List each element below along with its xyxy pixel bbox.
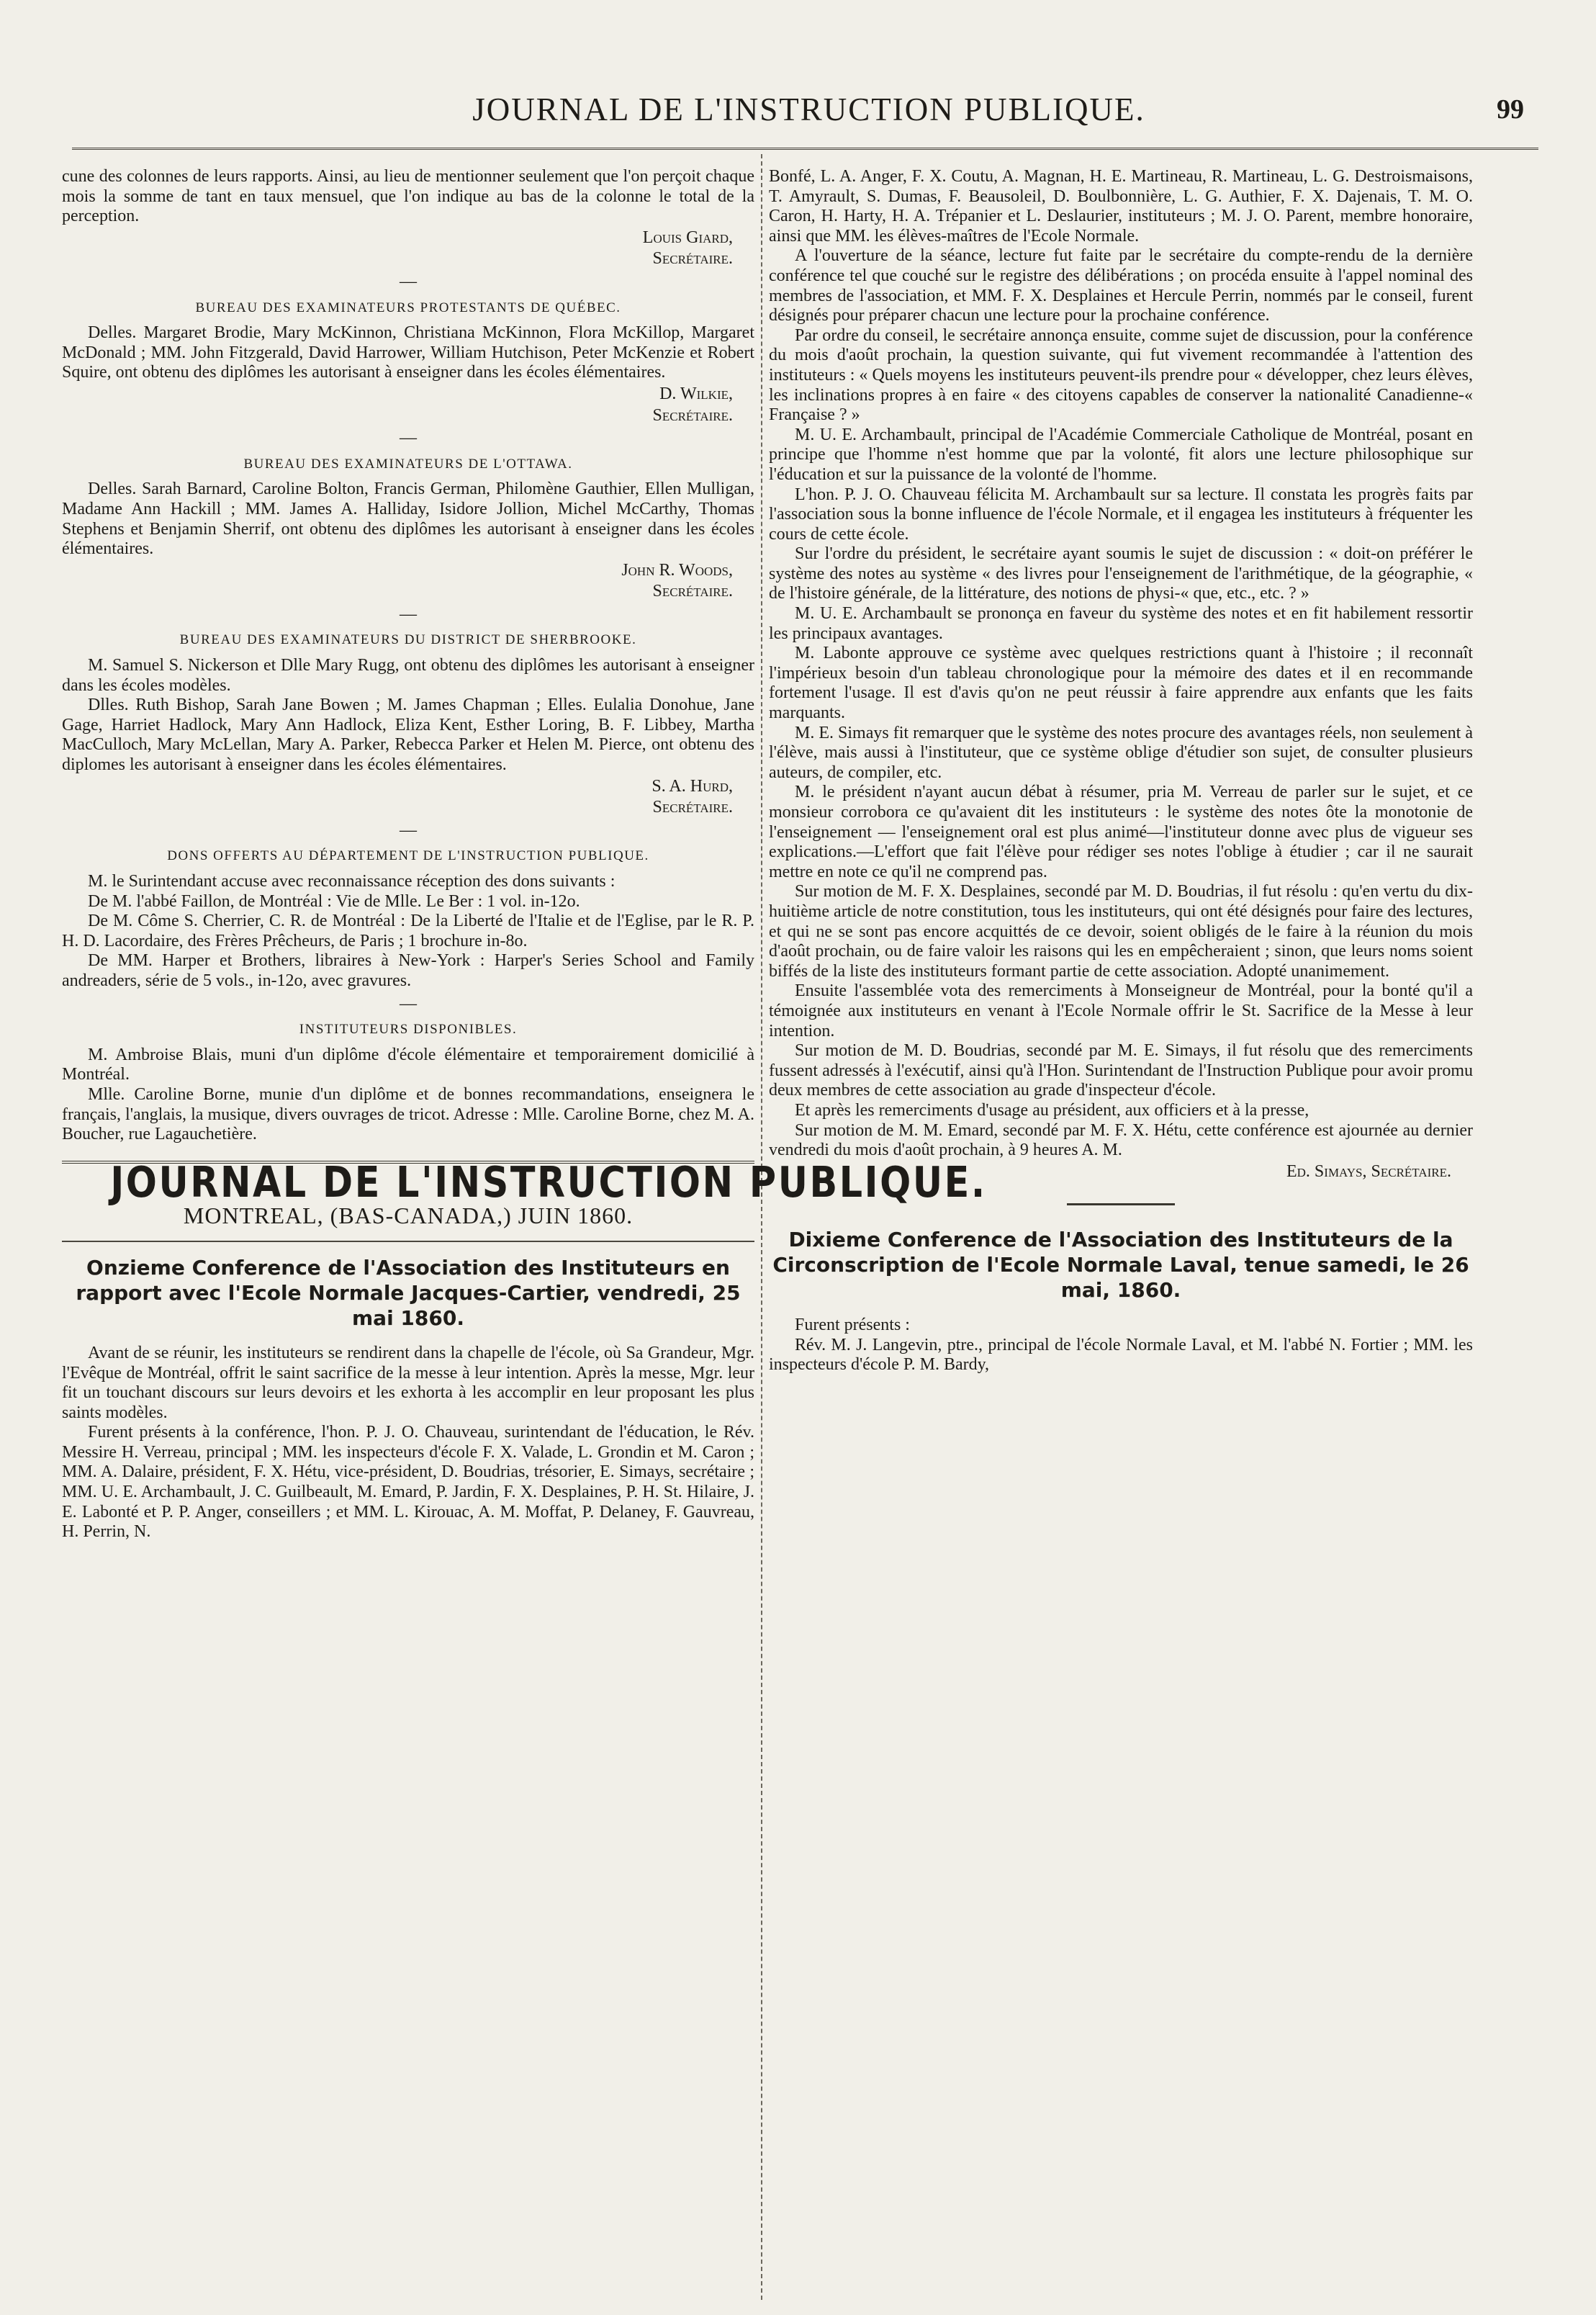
article-paragraph: Rév. M. J. Langevin, ptre., principal de l'école Normale Laval, et M. l'abbé N. Fortier ; MM. les inspecteurs d'école P. M. Bardy, — [769, 1335, 1473, 1375]
article-paragraph: M. Labonte approuve ce système avec quelques restrictions quant à l'histoire ; il reconnaît l'impérieux besoin d'un tableau chronologique pour la mémoire des dates et il en recommande fortement l'usage. Il est d'avis qu'on ne peut réussir à faire apprendre aux enfants que les faits marquants. — [769, 644, 1473, 723]
intro-paragraph: cune des colonnes de leurs rapports. Ainsi, au lieu de mentionner seulement que l'on perçoit chaque mois la somme de tant en taux mensuel, que l'on indique au bas de la colonne le total de la perception. — [62, 167, 754, 226]
section-paragraph: M. Ambroise Blais, muni d'un diplôme d'école élémentaire et temporairement domicilié à Montréal. — [62, 1045, 754, 1084]
signature: Ed. Simays, Secrétaire. — [1286, 1161, 1451, 1181]
article-paragraph: Sur motion de M. M. Emard, secondé par M. F. X. Hétu, cette conférence est ajournée au dernier vendredi du mois d'août prochain, à 9 heures A. M. — [769, 1120, 1473, 1160]
section-title: BUREAU DES EXAMINATEURS PROTESTANTS DE QUÉBEC. — [195, 300, 621, 315]
masthead: JOURNAL DE L'INSTRUCTION PUBLIQUE. — [110, 1156, 987, 1207]
article-paragraph: A l'ouverture de la séance, lecture fut faite par le secrétaire du compte-rendu de la dernière conférence tel que couché sur le registre des délibérations ; on procéda ensuite à l'appel nominal des membres de l'association, et MM. F. X. Desplaines et Hercule Perrin, nommés par le conseil, furent désignés pour préparer chacun une lecture pour la prochaine conférence. — [769, 246, 1473, 325]
section-paragraph: Delles. Margaret Brodie, Mary McKinnon, Christiana McKinnon, Flora McKillop, Margaret McDonald ; MM. John Fitzgerald, David Harrower, William Hutchison, Peter McKenzie et Robert Squire, ont obtenu des diplômes les autorisant à enseigner dans les écoles élémentaires. — [62, 323, 754, 382]
article-paragraph: Sur motion de M. D. Boudrias, secondé par M. E. Simays, il fut résolu que des remerciments fussent adressés à l'exécutif, ainsi qu'à l'Hon. Surintendant de l'Instruction Publique pour avoir promu deux membres de cette association au grade d'inspecteur d'école. — [769, 1041, 1473, 1100]
signature-name: Louis Giard, — [642, 228, 733, 247]
signature-role: Secrétaire. — [652, 798, 733, 817]
section-paragraph: De M. Côme S. Cherrier, C. R. de Montréal : De la Liberté de l'Italie et de l'Eglise, par le R. P. H. D. Lacordaire, des Frères Prêcheurs, de Paris ; 1 brochure in-8o. — [62, 912, 754, 950]
article-paragraph: Par ordre du conseil, le secrétaire annonça ensuite, comme sujet de discussion, pour la conférence du mois d'août prochain, la question suivante, qui fut vivement recommandée à l'attention des instituteurs : « Quels moyens les instituteurs peuvent-ils prendre pour « développer, chez leurs élèves, les inclinations propres à en faire « des citoyens capables de conserver la nationalité Canadienne-« Française ? » — [769, 325, 1473, 425]
article-paragraph: M. E. Simays fit remarquer que le système des notes procure des avantages réels, non seulement à l'élève, mais aussi à l'instituteur, que ce système oblige d'étudier son sujet, de consulter plusieurs auteurs, de compiler, etc. — [769, 723, 1473, 782]
article-paragraph: Furent présents : — [795, 1316, 910, 1335]
section-paragraph: De MM. Harper et Brothers, libraires à New-York : Harper's Series School and Family andreaders, série de 5 vols., in-12o, avec gravures. — [62, 951, 754, 990]
article-paragraph: Ensuite l'assemblée vota des remerciments à Monseigneur de Montréal, pour la bonté qu'il a témoignée aux instituteurs en venant à l'Ecole Normale offrir le St. Sacrifice de la Messe à leur intention. — [769, 981, 1473, 1040]
article-headline: Dixieme Conference de l'Association des Instituteurs de la Circonscription de l'Ecole Normale Laval, tenue samedi, le 26 mai, 1860. — [772, 1228, 1469, 1303]
section-dash: — — [400, 994, 417, 1013]
signature-name: S. A. Hurd, — [652, 776, 733, 796]
section-dash: — — [400, 271, 417, 291]
section-paragraph: Dlles. Ruth Bishop, Sarah Jane Bowen ; M. James Chapman ; Elles. Eulalia Donohue, Jane Gage, Harriet Hadlock, Mary Ann Hadlock, Eliza Kent, Esther Loring, B. F. Libbey, Martha MacCulloch, Mary McLellan, Mary A. Parker, Rebecca Parker et Helen M. Pierce, ont obtenu des diplomes les autorisant à enseigner dans les écoles élémentaires. — [62, 696, 754, 775]
section-title: DONS OFFERTS AU DÉPARTEMENT DE L'INSTRUCTION PUBLIQUE. — [167, 848, 649, 864]
signature-role: Secrétaire. — [652, 405, 733, 425]
section-rule — [1067, 1203, 1175, 1205]
section-paragraph: Mlle. Caroline Borne, munie d'un diplôme et de bonnes recommandations, enseignera le français, l'anglais, la musique, divers ouvrages de tricot. Adresse : Mlle. Caroline Borne, chez M. A. Boucher, rue Lagauchetière. — [62, 1084, 754, 1144]
article-paragraph: Sur motion de M. F. X. Desplaines, secondé par M. D. Boudrias, il fut résolu : qu'en vertu du dix-huitième article de notre constitution, tous les instituteurs, qui ont été désignés pour faire des lectures, et qui ne se sont pas encore acquittés de ce devoir, soient obligés de le faire à la réunion du mois d'août prochain, ou de faire valoir les raisons qui les en empêcheraient ; sinon, que leurs noms soient biffés de la liste des instituteurs formant partie de cette association. Adopté unanimement. — [769, 882, 1473, 981]
section-dash: — — [400, 820, 417, 840]
article-paragraph: M. U. E. Archambault, principal de l'Académie Commerciale Catholique de Montréal, posant en principe que l'homme n'est homme que par la volonté, fit alors une lecture philosophique sur l'éducation et sur la puissance de la volonté de l'homme. — [769, 425, 1473, 484]
section-paragraph: Delles. Sarah Barnard, Caroline Bolton, Francis German, Philomène Gauthier, Ellen Mulligan, Madame Ann Hackill ; MM. James A. Halliday, Isidore Jollion, Michel McCarthy, Thomas Stephens et Benjamin Sherrif, ont obtenu des diplômes les autorisant à enseigner dans les écoles élémentaires. — [62, 480, 754, 559]
header-rule — [72, 148, 1538, 150]
page-number: 99 — [1497, 94, 1524, 125]
section-title: BUREAU DES EXAMINATEURS DE L'OTTAWA. — [243, 456, 573, 472]
article-headline: Onzieme Conference de l'Association des Instituteurs en rapport avec l'Ecole Normale Jacques-Cartier, vendredi, 25 mai 1860. — [76, 1255, 741, 1330]
article-paragraph: M. le président n'ayant aucun débat à résumer, pria M. Verreau de parler sur le sujet, et ce monsieur corrobora ce qu'avaient dit les instituteurs : le système des notes ôte la monotonie de l'enseignement — l'enseignement oral est plus animé—l'instituteur donne avec plus de vigueur ses explications.—L'effort que fait l'élève pour rédiger ses notes l'oblige à étudier ; car il ne saurait mettre en note ce qu'il ne comprend pas. — [769, 783, 1473, 881]
dateline: MONTREAL, (BAS-CANADA,) JUIN 1860. — [183, 1203, 634, 1229]
article-paragraph: Et après les remerciments d'usage au président, aux officiers et à la presse, — [795, 1100, 1309, 1120]
article-paragraph: Furent présents à la conférence, l'hon. P. J. O. Chauveau, surintendant de l'éducation, le Rév. Messire H. Verreau, principal ; MM. les inspecteurs d'école F. X. Valade, L. Grondin et M. Caron ; MM. A. Dalaire, président, F. X. Hétu, vice-président, D. Boudrias, trésorier, E. Simays, secrétaire ; MM. U. E. Archambault, J. C. Guilbeault, M. Emard, P. Jardin, F. X. Desplaines, P. H. St. Hilaire, J. E. Labonté et P. P. Anger, conseillers ; et MM. L. Kirouac, A. M. Moffat, P. Delaney, F. Gauvreau, H. Perrin, N. — [62, 1423, 754, 1542]
section-paragraph: M. Samuel S. Nickerson et Dlle Mary Rugg, ont obtenu des diplômes les autorisant à enseigner dans les écoles modèles. — [62, 656, 754, 695]
article-paragraph: M. U. E. Archambault se prononça en faveur du système des notes et en fit habilement ressortir les principaux avantages. — [769, 604, 1473, 643]
thin-rule — [62, 1241, 754, 1242]
section-paragraph: M. le Surintendant accuse avec reconnaissance réception des dons suivants : — [88, 872, 616, 891]
signature-role: Secrétaire. — [652, 582, 733, 601]
signature-role: Secrétaire. — [652, 249, 733, 269]
running-title: JOURNAL DE L'INSTRUCTION PUBLIQUE. — [472, 91, 1145, 127]
signature-name: D. Wilkie, — [659, 384, 733, 403]
section-dash: — — [400, 428, 417, 448]
section-dash: — — [400, 604, 417, 624]
article-paragraph: Avant de se réunir, les instituteurs se rendirent dans la chapelle de l'école, où Sa Grandeur, Mgr. l'Evêque de Montréal, offrit le saint sacrifice de la messe à leur intention. Après la messe, Mgr. leur fit un touchant discours sur leurs devoirs et les exhorta à les accomplir en leur proposant les plus saints modèles. — [62, 1343, 754, 1422]
section-title: INSTITUTEURS DISPONIBLES. — [299, 1022, 518, 1038]
article-paragraph: Sur l'ordre du président, le secrétaire ayant soumis le sujet de discussion : « doit-on préférer le système des notes au système « des livres pour l'enseignement de l'arithmétique, de la géographie, « de l'histoire générale, de la littérature, des notions de physi-« que, etc., etc. ? » — [769, 544, 1473, 603]
right-column — [769, 167, 1473, 1375]
section-paragraph: De M. l'abbé Faillon, de Montréal : Vie de Mlle. Le Ber : 1 vol. in-12o. — [88, 891, 580, 911]
article-paragraph: L'hon. P. J. O. Chauveau félicita M. Archambault sur sa lecture. Il constata les progrès faits par l'association sous la bonne influence de l'école Normale, et il engagea les instituteurs à fréquenter les cours de cette école. — [769, 485, 1473, 544]
article-paragraph: Bonfé, L. A. Anger, F. X. Coutu, A. Magnan, H. E. Martineau, R. Martineau, L. G. Destroismaisons, T. Amyrault, S. Dumas, F. Beausoleil, D. Boulbonnière, L. G. Authier, F. X. Dajenais, T. M. O. Caron, H. Harty, H. A. Trépanier et L. Deslaurier, instituteurs ; M. J. O. Parent, membre honoraire, ainsi que MM. les élèves-maîtres de l'Ecole Normale. — [769, 167, 1473, 246]
section-title: BUREAU DES EXAMINATEURS DU DISTRICT DE SHERBROOKE. — [179, 632, 637, 648]
page-header — [65, 85, 1553, 135]
left-column — [62, 167, 987, 1542]
signature-name: John R. Woods, — [621, 560, 733, 580]
column-divider — [761, 154, 762, 2300]
